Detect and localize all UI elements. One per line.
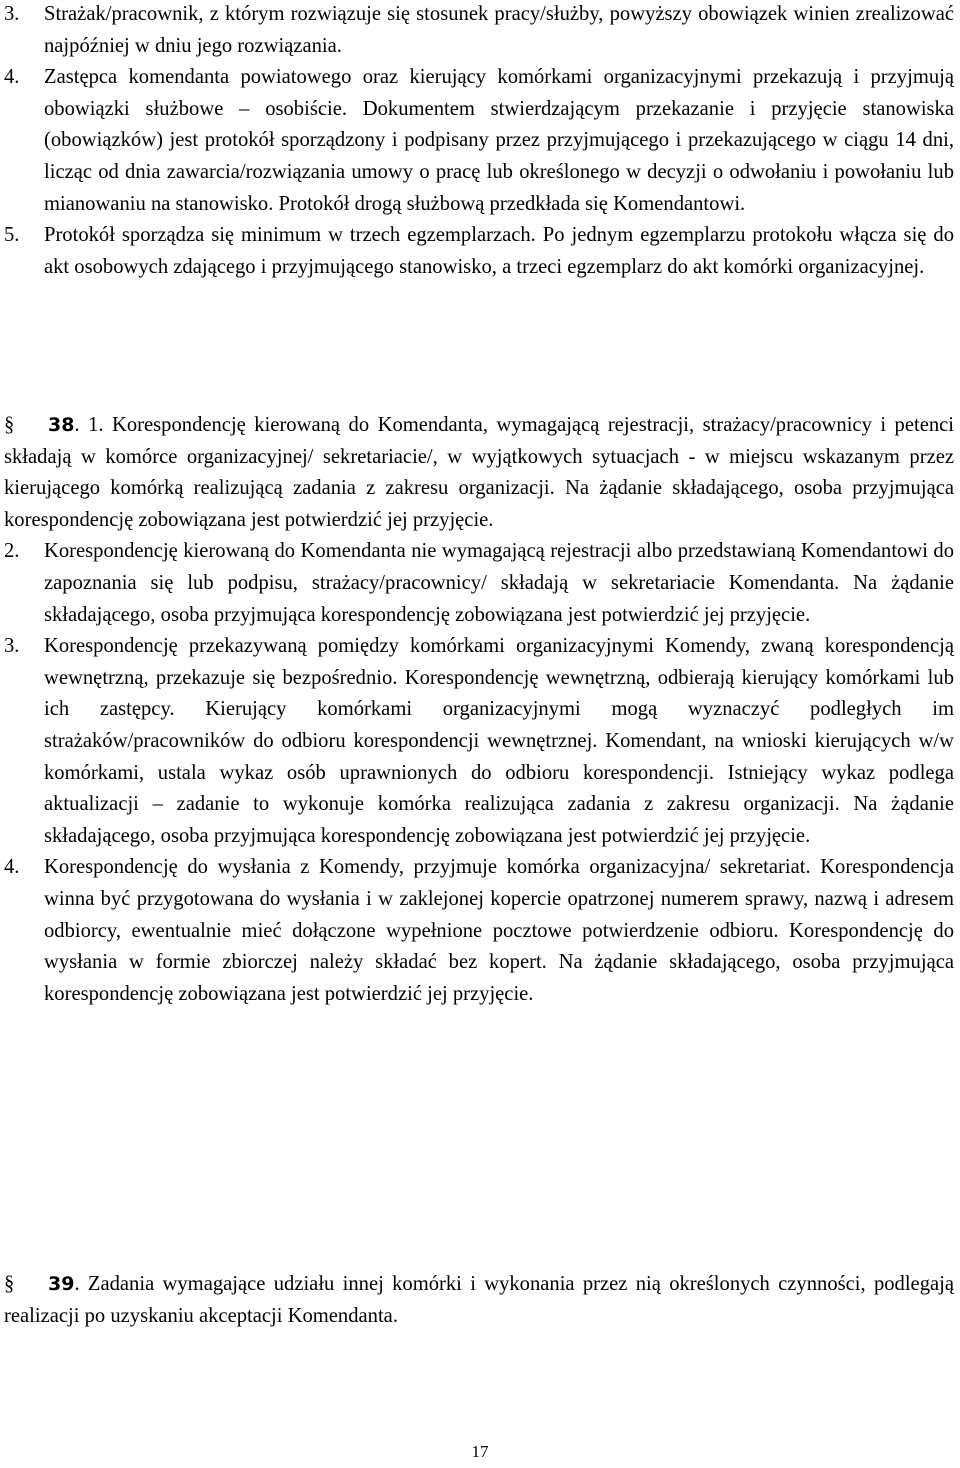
section-39-paragraph [4,1269,954,1332]
list-item-number: 5. [4,224,20,247]
list-item-text: Zastępca komendanta powiatowego oraz kierujący komórkami organizacyjnymi przekazują i przyjmują obowiązki służbowe – osobiście. Dokumentem stwierdzającym przekazanie i przyjęcie stanowiska (obowiązków) jest protokół sporządzony i podpisany przez przyjmującego i przekazującego w ciągu 14 dni, licząc od dnia zawarcia/rozwiązania umowy o pracę lub określonego w decyzji o odwołaniu i powołaniu lub mianowaniu na stanowisko. Protokół drogą służbową przedkłada się Komendantowi. [44,66,954,215]
section-38-block [4,410,954,1010]
section-symbol: § [4,1273,15,1295]
list-item-text: Strażak/pracownik, z którym rozwiązuje się stosunek pracy/służby, powyższy obowiązek winien zrealizować najpóźniej w dniu jego rozwiązania. [44,3,954,57]
section-39-text: . Zadania wymagające udziału innej komórki i wykonania przez nią określonych czynności, podlegają realizacji po uzyskaniu akceptacji Komendanta. [4,1273,954,1327]
section-38-paragraph [4,410,954,536]
list-item [4,62,954,220]
list-item-number: 4. [4,856,20,879]
list-item [4,631,954,852]
page-number: 17 [471,1442,489,1461]
text-block-top [4,0,954,283]
list-item-text: Korespondencję do wysłania z Komendy, przyjmuje komórka organizacyjna/ sekretariat. Korespondencja winna być przygotowana do wysłania i w zaklejonej kopercie opatrzonej numerem sprawy, nazwą i adresem odbiorcy, ewentualnie mieć dołączone wypełnione pocztowe potwierdzenie odbioru. Korespondencję do wysłania w formie zbiorczej należy składać bez kopert. Na żądanie składającego, osoba przyjmująca korespondencję zobowiązana jest potwierdzić jej przyjęcie. [44,856,954,1005]
section-number: 39 [48,1273,75,1295]
section-39-block [4,1269,954,1332]
list-item-text: Korespondencję kierowaną do Komendanta nie wymagającą rejestracji albo przedstawianą Komendantowi do zapoznania się lub podpisu, strażacy/pracownicy/ składają w sekretariacie Komendanta. Na żądanie składającego, osoba przyjmująca korespondencję zobowiązana jest potwierdzić jej przyjęcie. [44,540,954,626]
list-item-number: 2. [4,540,20,563]
list-item [4,852,954,1010]
list-item-number: 3. [4,3,20,25]
list-item [4,536,954,631]
section-38-text: . 1. Korespondencję kierowaną do Komendanta, wymagającą rejestracji, strażacy/pracownicy i petenci składają w komórce organizacyjnej/ sekretariacie/, w wyjątkowych sytuacjach - w miejscu wskazanym przez kierującego komórką realizującą zadania z zakresu organizacji. Na żądanie składającego, osoba przyjmująca korespondencję zobowiązana jest potwierdzić jej przyjęcie. [4,414,954,531]
list-item-text: Protokół sporządza się minimum w trzech egzemplarzach. Po jednym egzemplarzu protokołu włącza się do akt osobowych zdającego i przyjmującego stanowisko, a trzeci egzemplarz do akt komórki organizacyjnej. [44,224,954,278]
section-number: 38 [48,414,75,436]
list-item [4,220,954,283]
list-item [4,0,954,62]
section-symbol: § [4,414,15,436]
list-item-number: 4. [4,66,20,89]
list-item-text: Korespondencję przekazywaną pomiędzy komórkami organizacyjnymi Komendy, zwaną korespondencją wewnętrzną, przekazuje się bezpośrednio. Korespondencję wewnętrzną, odbierają kierujący komórkami lub ich zastępcy. Kierujący komórkami organizacyjnymi mogą wyznaczyć podległych im strażaków/pracowników do odbioru korespondencji wewnętrznej. Komendant, na wnioski kierujących w/w komórkami, ustala wykaz osób uprawnionych do odbioru korespondencji. Istniejący wykaz podlega aktualizacji – zadanie to wykonuje komórka realizująca zadania z zakresu organizacji. Na żądanie składającego, osoba przyjmująca korespondencję zobowiązana jest potwierdzić jej przyjęcie. [44,635,954,847]
list-item-number: 3. [4,635,20,658]
